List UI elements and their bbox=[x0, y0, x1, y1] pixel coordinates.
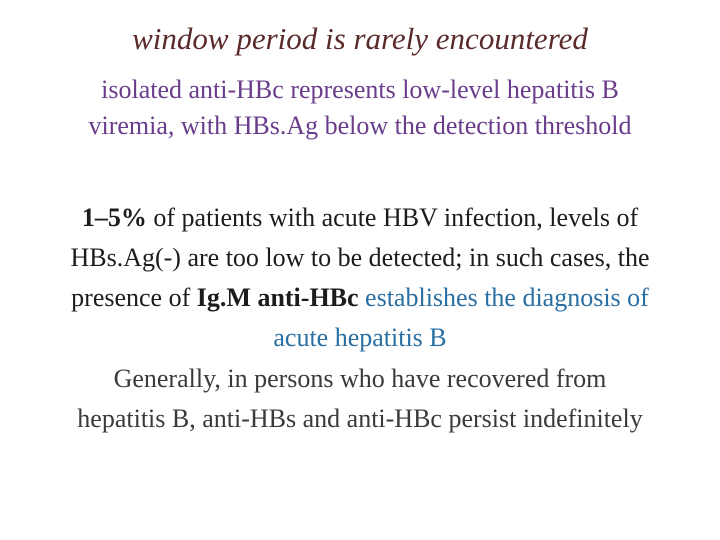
para1-line-3-text: presence of bbox=[71, 283, 197, 312]
para1-line-1-text: of patients with acute HBV infection, levels of bbox=[146, 203, 639, 232]
para1-line-4: acute hepatitis B bbox=[273, 323, 447, 352]
para1-line-2: HBs.Ag(-) are too low to be detected; in such cases, the bbox=[70, 243, 650, 272]
subtitle-block bbox=[0, 72, 720, 144]
recovery-paragraph bbox=[0, 359, 720, 439]
slide-title: window period is rarely encountered bbox=[132, 21, 588, 56]
percentage-highlight: 1–5% bbox=[81, 203, 147, 232]
diagnosis-text: establishes the diagnosis of bbox=[358, 283, 649, 312]
para2-line-1: Generally, in persons who have recovered from bbox=[113, 364, 607, 393]
subtitle-line-1: isolated anti-HBc represents low-level hepatitis B bbox=[101, 75, 619, 104]
igm-diagnosis-paragraph bbox=[0, 198, 720, 358]
para2-line-2: hepatitis B, anti-HBs and anti-HBc persist indefinitely bbox=[77, 404, 643, 433]
subtitle-line-2: viremia, with HBs.Ag below the detection threshold bbox=[88, 111, 632, 140]
para1-line-1 bbox=[0, 198, 720, 238]
para1-line-3 bbox=[0, 278, 720, 318]
anti-hbc-highlight: anti-HBc bbox=[257, 283, 359, 312]
igm-highlight: Ig.M bbox=[196, 283, 251, 312]
